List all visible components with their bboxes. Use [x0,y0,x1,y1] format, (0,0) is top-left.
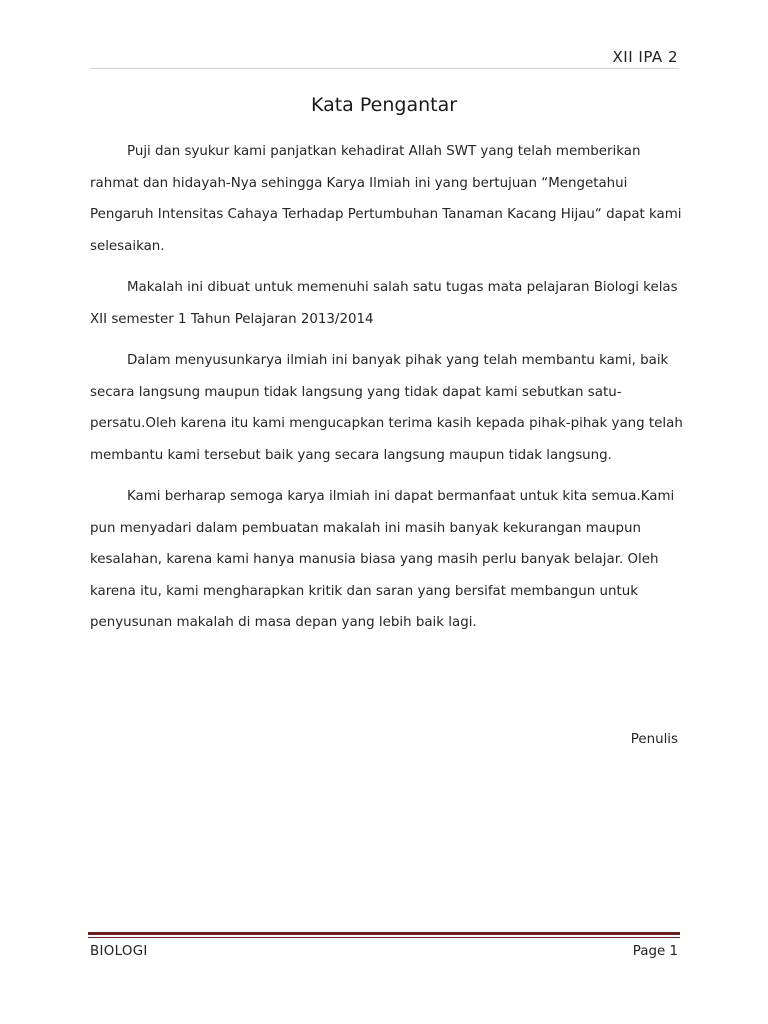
paragraph-line: Dalam menyusunkarya ilmiah ini banyak pihak yang telah membantu kami, baik [127,353,669,368]
paragraph-line: penyusunan makalah di masa depan yang lebih baik lagi. [90,615,477,630]
footer-subject: BIOLOGI [90,944,148,959]
paragraph-line: Makalah ini dibuat untuk memenuhi salah satu tugas mata pelajaran Biologi kelas [127,280,678,295]
paragraph-1 [90,136,680,262]
paragraph-line: Kami berharap semoga karya ilmiah ini dapat bermanfaat untuk kita semua.Kami [127,489,675,504]
paragraph-line: selesaikan. [90,238,165,254]
paragraph-2 [90,272,680,335]
paragraph-line: Puji dan syukur kami panjatkan kehadirat Allah SWT yang telah memberikan [127,144,641,159]
paragraph-4 [90,481,680,639]
footer-page-number: Page 1 [632,944,678,959]
paragraph-line: Pengaruh Intensitas Cahaya Terhadap Pertumbuhan Tanaman Kacang Hijau“ dapat kami [90,207,682,222]
footer-divider-thick [88,932,680,935]
header-divider [90,68,679,69]
paragraph-line: karena itu, kami mengharapkan kritik dan saran yang bersifat membangun untuk [90,583,638,599]
signature: Penulis [630,732,678,747]
paragraph-line: kesalahan, karena kami hanya manusia biasa yang masih perlu banyak belajar. Oleh [90,552,659,567]
paragraph-line: rahmat dan hidayah-Nya sehingga Karya Ilmiah ini yang bertujuan “Mengetahui [90,175,628,191]
paragraph-line: persatu.Oleh karena itu kami mengucapkan terima kasih kepada pihak-pihak yang telah [90,416,683,431]
header-class-label: XII IPA 2 [612,48,678,66]
paragraph-line: secara langsung maupun tidak langsung yang tidak dapat kami sebutkan satu- [90,384,622,400]
paragraph-line: pun menyadari dalam pembuatan makalah ini masih banyak kekurangan maupun [90,520,641,536]
page-title: Kata Pengantar [310,94,458,116]
paragraph-line: XII semester 1 Tahun Pelajaran 2013/2014 [90,311,374,327]
paragraph-3 [90,345,683,471]
footer-divider-thin [88,937,680,938]
document-body [90,136,683,649]
paragraph-line: membantu kami tersebut baik yang secara langsung maupun tidak langsung. [90,447,612,463]
